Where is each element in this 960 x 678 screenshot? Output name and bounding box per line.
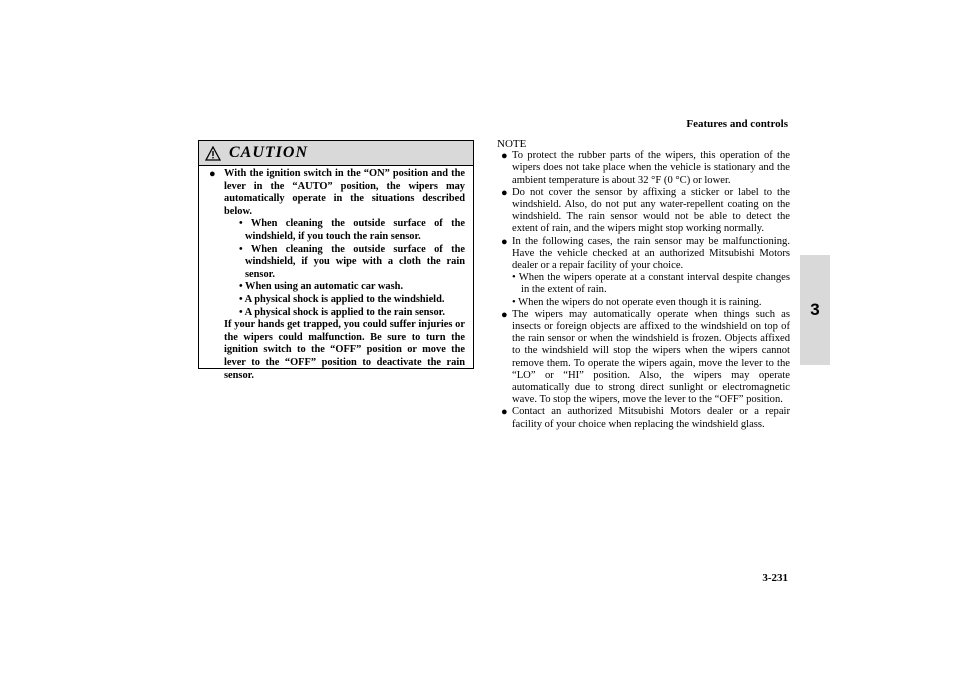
chapter-number: 3 — [810, 300, 820, 319]
caution-item — [209, 168, 465, 382]
note-section — [497, 138, 790, 431]
caution-situation: • A physical shock is applied to the rain sensor. — [239, 306, 445, 318]
caution-box — [198, 140, 474, 381]
bullet-icon: ● — [209, 168, 216, 180]
note-text: The wipers may automatically operate when things such as insects or foreign objects are affixed to the windshield on top of the rain sensor or when the windshield is frozen. Objects affixed to the windshield will stop the wipers when the wipers cannot remove them. To operate the wipers again, move the lever to the “LO” or “HI” position. Also, the wipers may operate automatically due to strong direct sunlight or electromagnetic wave. To stop the wipers, move the lever to the “OFF” position. — [512, 308, 790, 406]
note-subitem: • When the wipers do not operate even though it is raining. — [512, 296, 762, 308]
caution-situation: • When cleaning the outside surface of the windshield, if you touch the rain sensor. — [239, 218, 465, 242]
note-item — [497, 150, 790, 187]
note-label: NOTE — [497, 138, 527, 150]
note-text: Do not cover the sensor by affixing a sticker or label to the windshield. Also, do not put any water-repellent coating on the windshield. The rain sensor would not be able to detect the extent of rain, and the wipers might stop working normally. — [512, 186, 790, 235]
note-item — [497, 406, 790, 430]
note-item — [497, 187, 790, 236]
bullet-icon: ● — [501, 150, 508, 163]
bullet-icon: ● — [501, 308, 508, 321]
bullet-icon: ● — [501, 235, 508, 248]
note-subitem: • When the wipers operate at a constant interval despite changes in the extent of rain. — [512, 272, 790, 296]
caution-situation: • When using an automatic car wash. — [239, 281, 404, 293]
warning-triangle-icon — [205, 146, 221, 161]
section-title: Features and controls — [686, 118, 788, 130]
caution-situation: • When cleaning the outside surface of the windshield, if you wipe with a cloth the rain sensor. — [239, 243, 465, 280]
caution-header — [199, 141, 473, 166]
caution-title: CAUTION — [229, 144, 309, 161]
chapter-tab — [800, 255, 830, 365]
bullet-icon: ● — [501, 406, 508, 419]
note-text: Contact an authorized Mitsubishi Motors dealer or a repair facility of your choice when replacing the windshield glass. — [512, 406, 790, 430]
note-item — [497, 236, 790, 309]
bullet-icon: ● — [501, 186, 508, 199]
caution-intro: With the ignition switch in the “ON” position and the lever in the “AUTO” position, the wipers may automatically operate in the situations described below. — [224, 168, 465, 217]
note-text: In the following cases, the rain sensor may be malfunctioning. Have the vehicle checked at an authorized Mitsubishi Motors dealer or a repair facility of your choice. — [512, 235, 790, 272]
note-item — [497, 309, 790, 407]
caution-closing: If your hands get trapped, you could suffer injuries or the wipers could malfunction. Be sure to turn the ignition switch to the “OFF” position or move the lever to the “OFF” position to deactivate the rain sensor. — [224, 319, 465, 381]
caution-body — [199, 166, 473, 382]
note-text: To protect the rubber parts of the wipers, this operation of the wipers does not take place when the vehicle is stationary and the ambient temperature is about 32 °F (0 °C) or lower. — [512, 150, 790, 186]
caution-situation: • A physical shock is applied to the windshield. — [239, 293, 445, 305]
page-number: 3-231 — [762, 572, 788, 584]
